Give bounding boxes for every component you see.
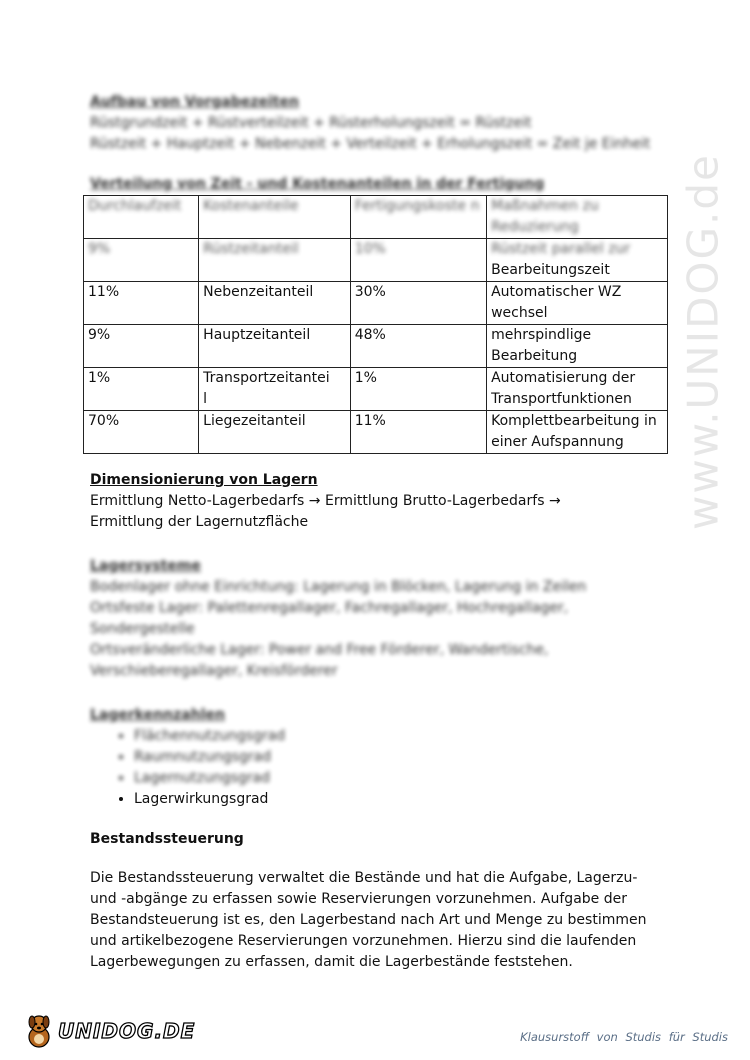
cell-fertigungskosten: 1% [350, 368, 486, 411]
cell-durchlauf: 1% [84, 368, 199, 411]
dimension-title: Dimensionierung von Lagern [90, 472, 318, 488]
formula-zeit-je-einheit: Rüstzeit + Hauptzeit + Nebenzeit + Verteilzeit + Erholungszeit = Zeit je Einheit [90, 136, 651, 152]
logo-text: UNIDOG.DE [58, 1019, 196, 1043]
watermark: www.UNIDOG.de [678, 153, 728, 530]
cell-kostenanteil-2: l [203, 391, 208, 407]
cell-durchlauf: 9% [84, 325, 199, 368]
formula-ruestzeit: Rüstgrundzeit + Rüstverteilzeit + Rüsterholungszeit = Rüstzeit [90, 115, 532, 131]
cell-fertigungskosten: 30% [350, 282, 486, 325]
cell-kostenanteil: Rüstzeitanteil [203, 241, 299, 257]
dimension-line: Ermittlung der Lagernutzfläche [90, 514, 309, 530]
dimension-section [90, 470, 670, 533]
top-section [90, 92, 670, 155]
cell-massnahme: Bearbeitungszeit [491, 262, 610, 278]
cell-massnahme: mehrspindlige [491, 327, 592, 343]
table-row [84, 239, 668, 282]
bestand-paragraph [90, 868, 650, 973]
paragraph-line: und -abgänge zu erfassen sowie Reservierungen vorzunehmen. Aufgabe der [90, 891, 627, 907]
lagersysteme-title: Lagersysteme [90, 558, 201, 574]
lagersysteme-line: Ortsfeste Lager: Palettenregallager, Fachregallager, Hochregallager, [90, 600, 569, 616]
paragraph-line: Lagerbewegungen zu erfassen, damit die Lagerbestände feststehen. [90, 954, 573, 970]
cell-durchlauf: 70% [84, 411, 199, 454]
unidog-logo[interactable] [24, 1013, 195, 1049]
header-massnahmen: Maßnahmen zu Reduzierung [491, 198, 599, 235]
list-item: • Lagerwirkungsgrad [134, 789, 670, 810]
paragraph-line: Bestandsteuerung ist es, den Lagerbestand nach Art und Menge zu bestimmen [90, 912, 647, 928]
cell-massnahme-blur: Rüstzeit parallel zur [491, 241, 631, 257]
cell-kostenanteil: Nebenzeitanteil [199, 282, 351, 325]
dimension-line: Ermittlung Netto-Lagerbedarfs → Ermittlung Brutto-Lagerbedarfs → [90, 493, 561, 509]
table-row [84, 368, 668, 411]
kennzahlen-title: Lagerkennzahlen [90, 707, 225, 723]
cell-fertigungskosten: 11% [350, 411, 486, 454]
list-item: • Lagernutzungsgrad [134, 768, 670, 789]
paragraph-line: Die Bestandssteuerung verwaltet die Bestände und hat die Aufgabe, Lagerzu- [90, 870, 638, 886]
kennzahlen-list [90, 726, 670, 810]
cell-fertigungskosten: 48% [350, 325, 486, 368]
cell-fertigungskosten: 10% [354, 241, 386, 257]
paragraph-line: und artikelbezogene Reservierungen vorzunehmen. Hierzu sind die laufenden [90, 933, 637, 949]
cell-massnahme-2: wechsel [491, 305, 548, 321]
cell-durchlauf: 11% [84, 282, 199, 325]
heading-vorgabezeiten: Aufbau von Vorgabezeiten [90, 94, 299, 110]
cell-massnahme: Automatischer WZ [491, 284, 622, 300]
cell-massnahme-2: einer Aufspannung [491, 434, 624, 450]
cell-kostenanteil: Hauptzeitanteil [199, 325, 351, 368]
cell-massnahme: Komplettbearbeitung in [491, 413, 657, 429]
footer-tagline: Klausurstoff von Studis für Studis [520, 1030, 728, 1044]
list-item: • Flächennutzungsgrad [134, 726, 670, 747]
distribution-table [83, 195, 668, 454]
table-row [84, 282, 668, 325]
header-durchlaufzeit: Durchlaufzeit [88, 198, 182, 214]
lagersysteme-line: Verschieberegallager, Kreisförderer [90, 663, 338, 679]
cell-durchlauf: 9% [88, 241, 111, 257]
table-title: Verteilung von Zeit - und Kostenanteilen in der Fertigung [90, 176, 545, 192]
lagersysteme-line: Sondergestelle [90, 621, 195, 637]
table-row [84, 325, 668, 368]
list-item: • Raumnutzungsgrad [134, 747, 670, 768]
header-fertigungskosten: Fertigungskoste n [354, 198, 480, 214]
cell-massnahme-2: Transportfunktionen [491, 391, 632, 407]
table-row [84, 411, 668, 454]
cell-kostenanteil: Transportzeitantei [203, 370, 330, 386]
kennzahlen-section [90, 705, 670, 810]
lagersysteme-line: Bodenlager ohne Einrichtung: Lagerung in Blöcken, Lagerung in Zeilen [90, 579, 587, 595]
dog-icon [24, 1013, 54, 1049]
lagersysteme-line: Ortsveränderliche Lager: Power and Free Förderer, Wandertische, [90, 642, 549, 658]
table-header-row [84, 196, 668, 239]
lagersysteme-section [90, 556, 670, 682]
cell-massnahme-2: Bearbeitung [491, 348, 578, 364]
cell-massnahme: Automatisierung der [491, 370, 636, 386]
header-kostenanteile: Kostenanteile [203, 198, 299, 214]
cell-kostenanteil: Liegezeitanteil [199, 411, 351, 454]
bestand-title: Bestandssteuerung [90, 831, 244, 847]
